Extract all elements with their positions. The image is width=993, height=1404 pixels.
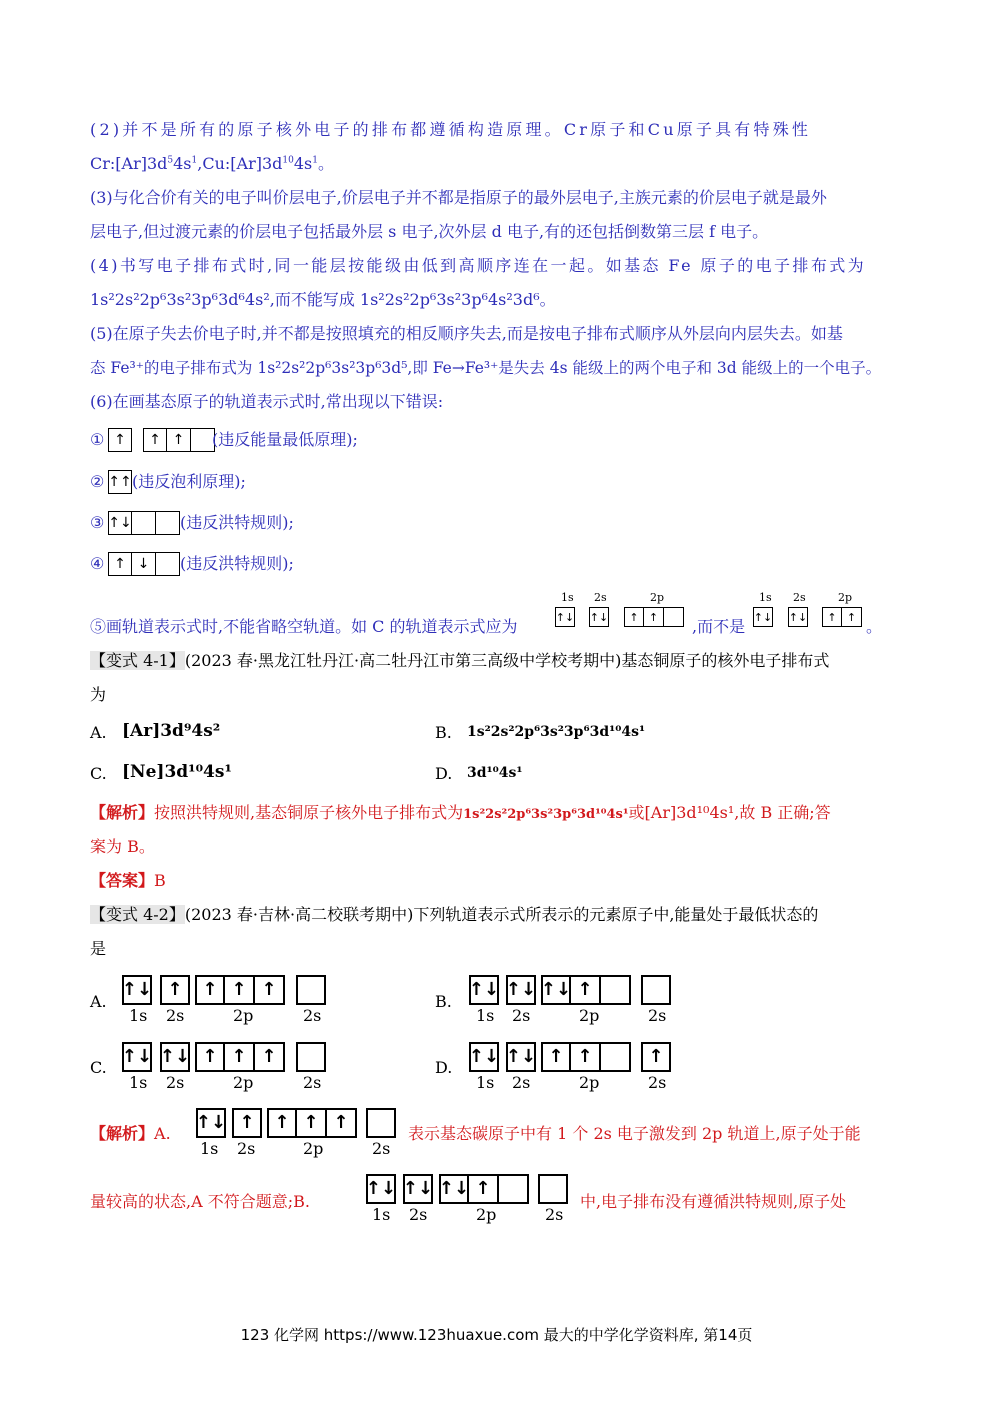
orbital-box: ↑ [571,1042,601,1072]
orbital-box: ↑↓ [366,1174,396,1204]
orbital-2s [403,1174,433,1204]
label-1s: 1s [476,1073,495,1092]
orbital-2p [195,1042,285,1072]
label-1s: 1s [476,1006,495,1025]
label-2s: 2s [512,1073,531,1092]
diagram-correct-label-2s: 2s [594,591,607,604]
q41-option-c-label: C. [90,764,107,783]
error-2-number: ② [90,472,105,491]
diagram-correct-label-2p: 2p [650,591,665,604]
orbital-box: ↑↓ [403,1174,433,1204]
orbital-1s [366,1174,396,1204]
orbital-2p [267,1108,357,1138]
orbital-box [132,511,156,535]
orbital-box [538,1174,568,1204]
q42-option-a-label: A. [90,992,107,1011]
q42-option-b-label: B. [435,992,452,1011]
label-1s: 1s [129,1006,148,1025]
error-4-orbitals [108,552,180,576]
error-5-text-b: ,而不是 [692,617,746,636]
label-2s: 2s [303,1006,322,1025]
q42-stem-line2: 是 [90,939,107,958]
orbital-2s-extra [366,1108,396,1138]
orbital-box: ↑ [108,428,132,452]
orbital-box [296,1042,326,1072]
orbital-box [366,1108,396,1138]
label-2s: 2s [303,1073,322,1092]
label-1s: 1s [129,1073,148,1092]
orbital-box: ↑ [143,428,167,452]
orbital-1s [122,975,152,1005]
orbital-box: ↓ [132,552,156,576]
label-2p: 2p [476,1205,497,1224]
diagram-wrong-1s [753,607,773,627]
orbital-box: ↑ [641,1042,671,1072]
orbital-box: ↑ [108,552,132,576]
q42-option-d-label: D. [435,1058,453,1077]
orbital-box: ↑ [267,1108,297,1138]
orbital-box [601,975,631,1005]
orbital-box: ↑ [232,1108,262,1138]
rule-6-line1: (6)在画基态原子的轨道表示式时,常出现以下错误: [90,392,444,411]
error-3-text: (违反洪特规则); [180,513,294,532]
orbital-box [296,975,326,1005]
error-3-number: ③ [90,513,105,532]
orbital-box: ↑↓ [469,975,499,1005]
error-4-number: ④ [90,554,105,573]
error-1-text: (违反能量最低原理); [212,430,358,449]
q41-option-b[interactable]: 1s²2s²2p⁶3s²3p⁶3d¹⁰4s¹ [467,724,646,740]
orbital-1s [122,1042,152,1072]
orbital-box: ↑ [644,607,664,627]
orbital-2s-extra [538,1174,568,1204]
q41-option-c[interactable]: [Ne]3d¹⁰4s¹ [122,762,232,782]
rule-2-line2: $Cr:[Ar]3d^54s^1,Cu:[Ar]3d^{10}4s^1$。 [90,154,334,173]
orbital-box: ↑ [225,1042,255,1072]
q41-analysis-line1: 【解析】按照洪特规则,基态铜原子核外电子排布式为1s²2s²2p⁶3s²3p⁶3d¹⁰4s¹或[Ar]3d¹⁰4s¹,故 B 正确;答 [90,803,831,822]
label-2s: 2s [409,1205,428,1224]
q41-tag: 【变式 4-1】 [90,651,185,670]
error-1-2p-orbitals [143,428,215,452]
label-2s: 2s [166,1006,185,1025]
q41-answer [90,871,166,891]
label-2s: 2s [648,1006,667,1025]
label-2s: 2s [512,1006,531,1025]
q42-tag: 【变式 4-2】 [90,905,185,924]
q41-stem-line1 [90,651,829,671]
orbital-box: ↑↓ [108,511,132,535]
rule-3-line1: (3)与化合价有关的电子叫价层电子,价层电子并不都是指原子的最外层电子,主族元素的价层电子就是最外 [90,188,827,207]
diagram-correct-2p [624,607,684,627]
error-2-orbital [108,470,132,494]
label-2s: 2s [648,1073,667,1092]
orbital-box: ↑ [225,975,255,1005]
orbital-box: ↑↓ [469,1042,499,1072]
q42-option-c-label: C. [90,1058,107,1077]
label-1s: 1s [372,1205,391,1224]
diagram-wrong-2s [788,607,808,627]
label-2p: 2p [233,1073,254,1092]
orbital-box: ↑↓ [506,1042,536,1072]
q41-option-d[interactable]: 3d¹⁰4s¹ [467,765,523,781]
label-1s: 1s [200,1139,219,1158]
error-1-number: ① [90,430,105,449]
label-2p: 2p [303,1139,324,1158]
label-2s: 2s [237,1139,256,1158]
error-4-text: (违反洪特规则); [180,554,294,573]
orbital-box [156,511,180,535]
orbital-2s [160,975,190,1005]
page-footer: 123 化学网 https://www.123huaxue.com 最大的中学化学资料库, 第14页 [240,1326,753,1344]
q42-stem-line1 [90,905,818,925]
orbital-1s [469,975,499,1005]
diagram-correct-label-1s: 1s [561,591,574,604]
orbital-box [601,1042,631,1072]
orbital-2s [160,1042,190,1072]
q41-option-b-label: B. [435,723,452,742]
orbital-box: ↑↓ [753,607,773,627]
q41-analysis-line2: 案为 B。 [90,837,155,856]
q42-analysis-line1-end: 表示基态碳原子中有 1 个 2s 电子激发到 2p 轨道上,原子处于能 [408,1124,861,1143]
orbital-box: ↑↓ [122,975,152,1005]
label-2s: 2s [372,1139,391,1158]
rule-2-line1: (2)并不是所有的原子核外电子的排布都遵循构造原理。Cr原子和Cu原子具有特殊性 [90,120,812,139]
orbital-box: ↑ [255,975,285,1005]
orbital-box: ↑↓ [788,607,808,627]
error-5-text-a: ⑤画轨道表示式时,不能省略空轨道。如 C 的轨道表示式应为 [90,617,518,636]
orbital-2s [506,975,536,1005]
orbital-box: ↑↓ [555,607,575,627]
orbital-2p [541,1042,631,1072]
q41-source: (2023 春·黑龙江牡丹江·高二牡丹江市第三高级中学校考期中)基态铜原子的核外电子排布式 [184,651,830,670]
orbital-box: ↑↓ [122,1042,152,1072]
q42-analysis-tag: 【解析】 [90,1124,155,1143]
rule-5-line1: (5)在原子失去价电子时,并不都是按照填充的相反顺序失去,而是按电子排布式顺序从外层向内层失去。如基 [90,324,843,343]
orbital-2p [195,975,285,1005]
orbital-box: ↑ [297,1108,327,1138]
rule-4-line2: 1s²2s²2p⁶3s²3p⁶3d⁶4s²,而不能写成 1s²2s²2p⁶3s²3p⁶4s²3d⁶。 [90,290,556,309]
label-2p: 2p [579,1006,600,1025]
q41-option-d-label: D. [435,764,453,783]
orbital-box: ↑ [541,1042,571,1072]
rule-5-line2: 态 Fe³⁺的电子排布式为 1s²2s²2p⁶3s²3p⁶3d⁵,即 Fe→Fe³⁺是失去 4s 能级上的两个电子和 3d 能级上的一个电子。 [90,359,882,377]
rule-4-line1: (4)书写电子排布式时,同一能层按能级由低到高顺序连在一起。如基态 Fe 原子的电子排布式为 [90,256,867,275]
label-2p: 2p [233,1006,254,1025]
orbital-box: ↑ [842,607,862,627]
orbital-box: ↑ [160,975,190,1005]
rule-3-line2: 层电子,但过渡元素的价层电子包括最外层 s 电子,次外层 d 电子,有的还包括倒数第三层 f 电子。 [90,222,769,241]
orbital-box [499,1174,529,1204]
orbital-box: ↑↓ [506,975,536,1005]
orbital-1s [469,1042,499,1072]
orbital-box: ↑↓ [439,1174,469,1204]
orbital-box: ↑↓ [589,607,609,627]
error-3-orbitals [108,511,180,535]
q41-answer-value: B [154,871,166,890]
orbital-box: ↑ [255,1042,285,1072]
diagram-wrong-label-2s: 2s [793,591,806,604]
q41-answer-tag: 【答案】 [90,871,155,890]
diagram-wrong-2p [822,607,862,627]
q41-option-a[interactable]: [Ar]3d⁹4s² [122,721,221,741]
error-5-text-c: 。 [866,617,883,636]
orbital-2s [506,1042,536,1072]
orbital-2s-extra [641,1042,671,1072]
label-2s: 2s [545,1205,564,1224]
q41-stem-line2: 为 [90,685,107,704]
label-2s: 2s [166,1073,185,1092]
orbital-box [156,552,180,576]
orbital-2s-extra [296,1042,326,1072]
orbital-box: ↑ [195,1042,225,1072]
orbital-2s-extra [296,975,326,1005]
diagram-wrong-label-2p: 2p [838,591,853,604]
q42-analysis-line2-start: 量较高的状态,A 不符合题意;B. [90,1192,310,1211]
orbital-box [664,607,684,627]
error-1-1s-orbital [108,428,132,452]
orbital-box: ↑ [469,1174,499,1204]
orbital-box: ↑ [327,1108,357,1138]
q41-analysis-formula: 1s²2s²2p⁶3s²3p⁶3d¹⁰4s¹ [463,807,629,822]
error-2-text: (违反泡利原理); [132,472,246,491]
orbital-2p [439,1174,529,1204]
orbital-box: ↑ [195,975,225,1005]
diagram-correct-2s [589,607,609,627]
orbital-box: ↑↓ [541,975,571,1005]
orbital-1s [196,1108,226,1138]
orbital-box: ↑↓ [160,1042,190,1072]
diagram-correct-1s [555,607,575,627]
orbital-2s-extra [641,975,671,1005]
q41-analysis-tag: 【解析】 [90,803,155,822]
orbital-2p [541,975,631,1005]
label-2p: 2p [579,1073,600,1092]
orbital-2s [232,1108,262,1138]
orbital-box [641,975,671,1005]
orbital-box: ↑↑ [108,470,132,494]
q41-option-a-label: A. [90,723,107,742]
q42-analysis-line2-end: 中,电子排布没有遵循洪特规则,原子处 [580,1192,847,1211]
orbital-box: ↑↓ [196,1108,226,1138]
orbital-box: ↑ [624,607,644,627]
orbital-box: ↑ [571,975,601,1005]
diagram-wrong-label-1s: 1s [759,591,772,604]
q42-source: (2023 春·吉林·高二校联考期中)下列轨道表示式所表示的元素原子中,能量处于最低状态的 [184,905,819,924]
orbital-box: ↑ [167,428,191,452]
q42-analysis-line1-start: 【解析】A. [90,1124,171,1143]
orbital-box: ↑ [822,607,842,627]
